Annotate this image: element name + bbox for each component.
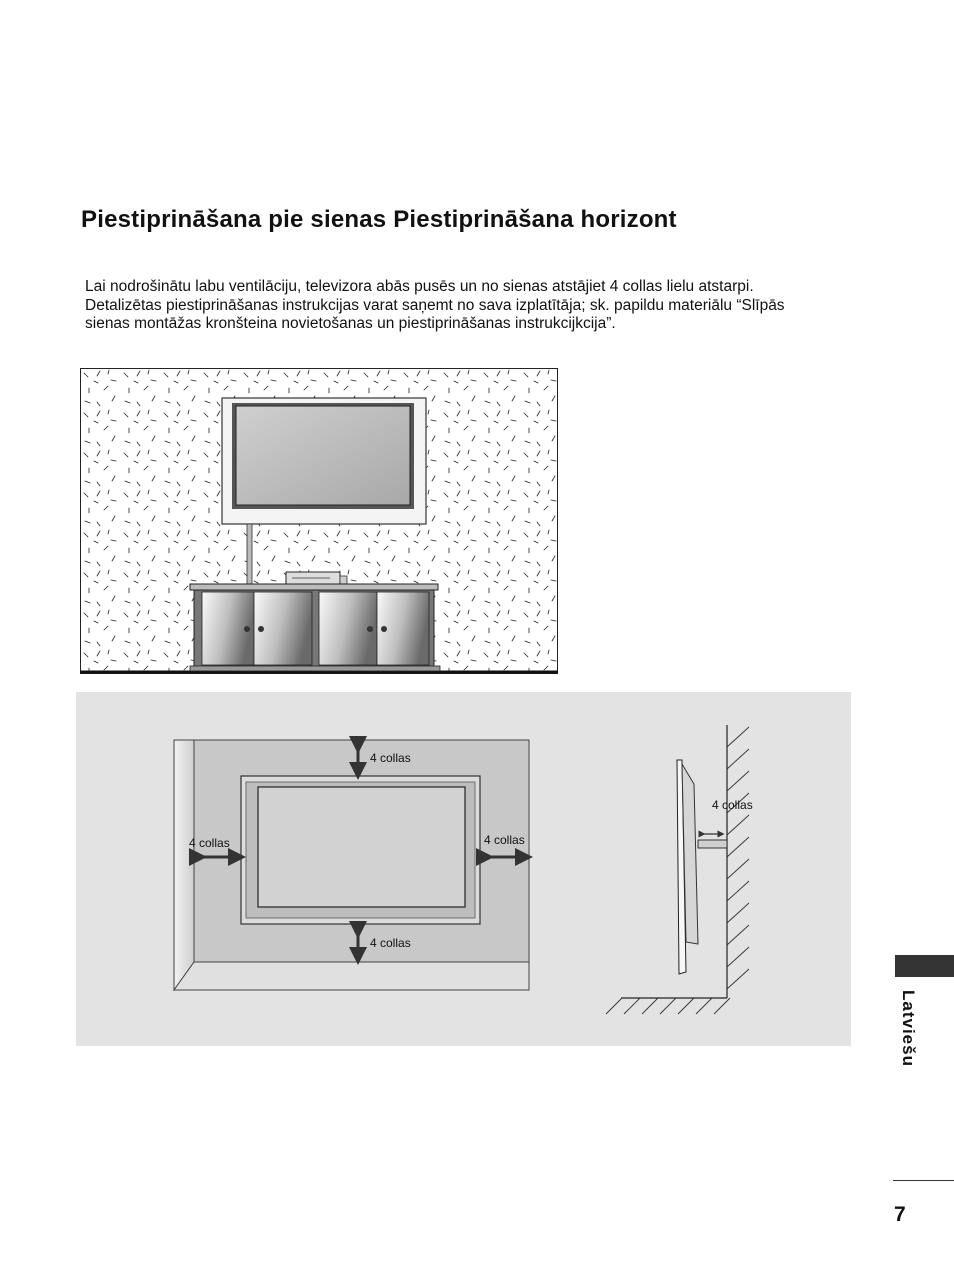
bottom-clearance-label: 4 collas bbox=[370, 936, 411, 950]
wall-clearance-label: 4 collas bbox=[712, 798, 753, 812]
side-view-diagram bbox=[606, 725, 753, 1014]
top-clearance-label: 4 collas bbox=[370, 751, 411, 765]
left-clearance-label: 4 collas bbox=[189, 836, 230, 850]
page-number-rule bbox=[893, 1180, 954, 1181]
page-title: Piestiprināšana pie sienas Piestiprināšana horizont bbox=[81, 206, 677, 233]
instructions-paragraph: Lai nodrošinātu labu ventilāciju, televizora abās pusēs un no sienas atstājiet 4 collas lielu atstarpi. Detalizētas piestiprināšanas instrukcijas varat saņemt no sava izplatītāja; sk. papildu materiālu “Slīpās sienas montāžas kronšteina novietošanas un piestiprināšanas instrukcijkcija”. bbox=[85, 278, 785, 332]
page-number: 7 bbox=[894, 1203, 906, 1226]
right-clearance-label: 4 collas bbox=[484, 833, 525, 847]
language-label: Latviešu bbox=[899, 990, 918, 1067]
clearance-diagram-panel bbox=[76, 692, 851, 1046]
wall-mount-illustration bbox=[80, 368, 558, 674]
language-tab-marker bbox=[895, 955, 954, 977]
front-view-diagram bbox=[174, 740, 529, 990]
